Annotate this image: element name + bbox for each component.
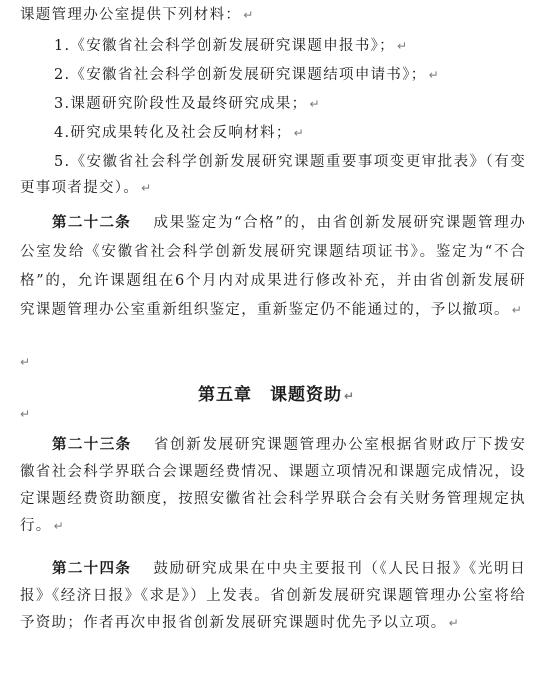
chapter-number: 第五章 (197, 385, 252, 405)
paragraph-mark-icon: ↵ (141, 181, 152, 195)
article-label: 第二十三条 (52, 437, 132, 453)
paragraph-materials-intro (20, 2, 526, 28)
paragraph-mark-icon: ↵ (511, 303, 522, 317)
list-item-2 (20, 62, 526, 88)
paragraph-mark-icon: ↵ (309, 97, 320, 111)
list-item-4 (20, 120, 526, 146)
article-23 (20, 432, 526, 540)
paragraph-mark-icon: ↵ (343, 389, 355, 403)
paragraph-mark-icon: ↵ (448, 616, 459, 630)
chapter-heading (0, 380, 552, 405)
article-text: 鼓励研究成果在中央主要报刊（《人民日报》《光明日报》《经济日报》《求是》）上发表。省创新发展研究课题管理办公室将给予资助；作者再次申报省创新发展研究课题时优先予以立项。 (20, 561, 527, 631)
list-item-text: 5.《安徽省社会科学创新发展研究课题重要事项变更审批表》（有变更事项者提交）。 (20, 154, 526, 196)
list-item-5 (20, 149, 526, 201)
list-item-text: 1.《安徽省社会科学创新发展研究课题申报书》； (54, 38, 395, 54)
paragraph-text: 课题管理办公室提供下列材料： (20, 7, 242, 23)
paragraph-mark-icon: ↵ (243, 8, 254, 22)
list-item-3 (20, 91, 526, 117)
list-item-text: 4.研究成果转化及社会反响材料； (54, 125, 292, 141)
paragraph-mark-icon: ↵ (53, 519, 64, 533)
paragraph-mark-icon: ↵ (293, 126, 304, 140)
article-22 (20, 209, 526, 325)
paragraph-mark-icon: ↵ (20, 407, 31, 421)
list-item-text: 3.课题研究阶段性及最终研究成果； (54, 96, 308, 112)
paragraph-mark-icon: ↵ (396, 39, 408, 53)
paragraph-mark-icon: ↵ (20, 355, 31, 369)
list-item-1 (20, 33, 526, 59)
article-label: 第二十四条 (52, 561, 132, 577)
paragraph-mark-icon: ↵ (428, 68, 439, 82)
article-24 (20, 556, 526, 637)
article-text: 成果鉴定为“合格”的，由省创新发展研究课题管理办公室发给《安徽省社会科学创新发展研究课题结项证书》。鉴定为“不合格”的，允许课题组在6个月内对成果进行修改补充，并由省创新发展研究课题管理办公室重新组织鉴定，重新鉴定仍不能通过的，予以撤项。 (20, 215, 527, 318)
list-item-text: 2.《安徽省社会科学创新发展研究课题结项申请书》； (54, 67, 427, 83)
article-text: 省创新发展研究课题管理办公室根据省财政厅下拨安徽省社会科学界联合会课题经费情况、课题立项情况和课题完成情况，设定课题经费资助额度，按照安徽省社会科学界联合会有关财务管理规定执行。 (20, 437, 526, 534)
chapter-title: 课题资助 (269, 385, 342, 405)
article-label: 第二十二条 (52, 215, 132, 231)
